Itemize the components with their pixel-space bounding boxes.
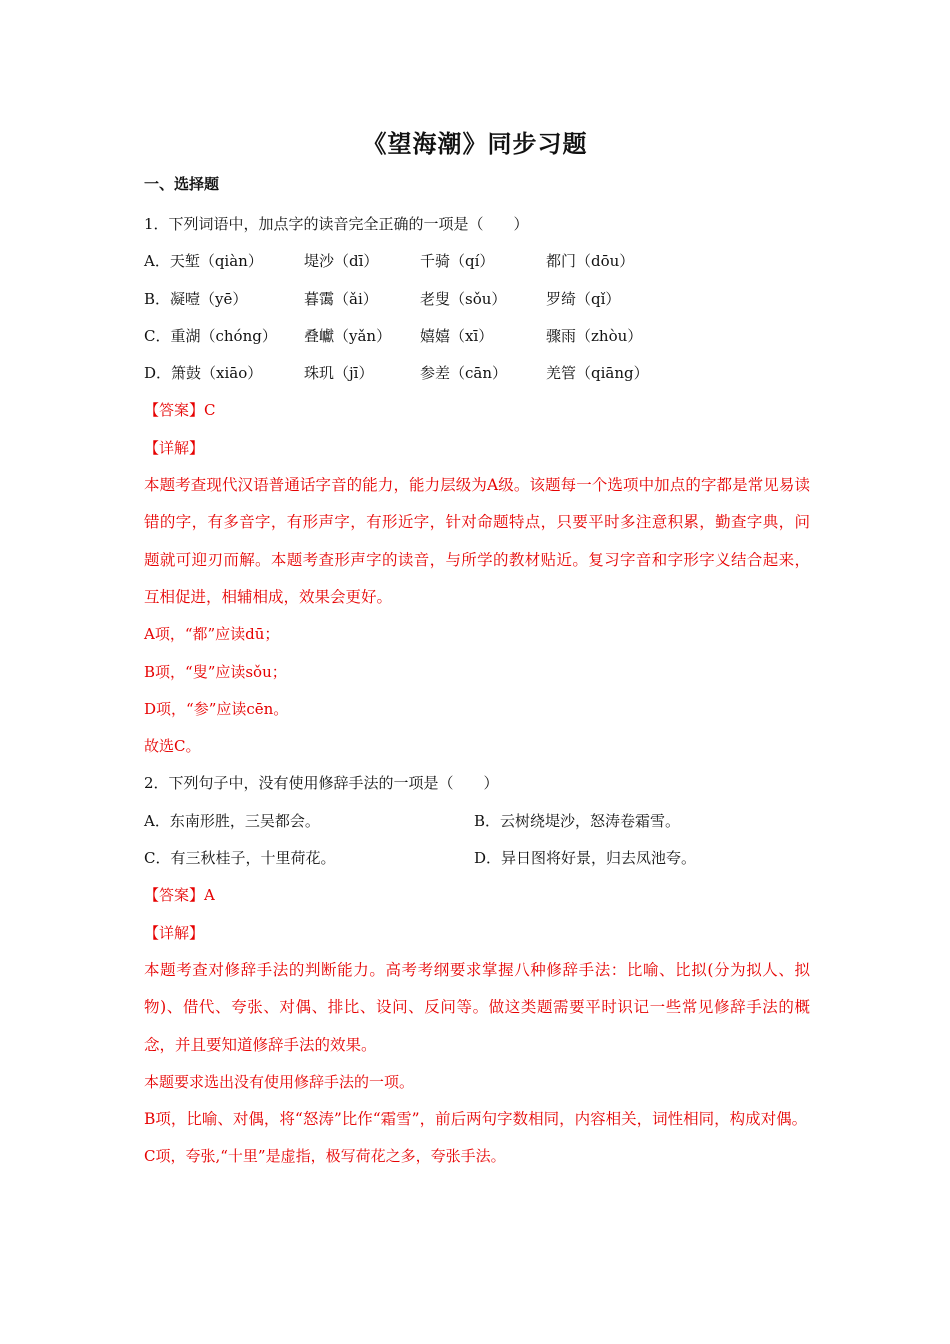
question-2-note-requirement: 本题要求选出没有使用修辞手法的一项。 <box>144 1072 415 1091</box>
question-2-options-row-2 <box>144 840 810 877</box>
option-item: A．天堑（qiàn） <box>144 252 263 271</box>
option-item: 千骑（qí） <box>420 252 495 271</box>
option-item: 嬉嬉（xī） <box>420 326 494 345</box>
option-item: 堤沙（dī） <box>304 252 379 271</box>
question-2-note-b: B项，比喻、对偶，将“怒涛”比作“霜雪”，前后两句字数相同，内容相关，词性相同，构成对偶。 <box>144 1110 808 1129</box>
question-1-detail-label: 【详解】 <box>144 438 205 457</box>
question-2-options-row-1 <box>144 803 810 840</box>
question-1-note-a: A项，“都”应读dū； <box>144 625 280 644</box>
question-1-option-b <box>144 281 810 318</box>
document-title: 《望海潮》同步习题 <box>362 129 588 158</box>
question-2-note-c: C项，夸张,“十里”是虚指，极写荷花之多，夸张手法。 <box>144 1147 506 1166</box>
option-item: 罗绮（qǐ） <box>546 289 621 308</box>
answer-value: C <box>204 401 216 420</box>
option-item: A．东南形胜，三吴都会。 <box>144 811 320 830</box>
question-1-conclusion: 故选C。 <box>144 737 201 756</box>
question-2-stem: 2．下列句子中，没有使用修辞手法的一项是（ ） <box>144 774 499 793</box>
option-item: D．异日图将好景，归去凤池夸。 <box>474 849 697 868</box>
option-item: C．重湖（chóng） <box>144 326 277 345</box>
answer-value: A <box>204 886 215 905</box>
option-item: 参差（cān） <box>420 364 508 383</box>
question-2-answer <box>144 877 810 914</box>
question-1-stem: 1．下列词语中，加点字的读音完全正确的一项是（ ） <box>144 215 529 233</box>
question-1-explanation: 本题考查现代汉语普通话字音的能力，能力层级为A级。该题每一个选项中加点的字都是常见易读错的字，有多音字，有形声字，有形近字，针对命题特点，只要平时多注意积累，勤查字典，问题就可迎刃而解。本题考查形声字的读音，与所学的教材贴近。复习字音和字形字义结合起来，互相促进，相辅相成，效果会更好。 <box>144 476 810 606</box>
question-1-note-d: D项，“参”应读cēn。 <box>144 699 289 718</box>
document-body <box>144 170 810 1176</box>
question-1-option-a <box>144 243 810 280</box>
question-1-note-b: B项，“叟”应读sǒu； <box>144 662 287 681</box>
option-item: 叠巘（yǎn） <box>304 326 392 345</box>
question-1-option-d <box>144 355 810 392</box>
answer-label: 【答案】 <box>144 886 205 905</box>
answer-label: 【答案】 <box>144 401 205 420</box>
option-item: B．云树绕堤沙，怒涛卷霜雪。 <box>474 811 681 830</box>
option-item: 珠玑（jī） <box>304 364 374 383</box>
option-item: 羌管（qiāng） <box>546 364 649 383</box>
question-1-option-c <box>144 318 810 355</box>
option-item: 暮霭（ǎi） <box>304 289 378 308</box>
question-2-detail-label: 【详解】 <box>144 923 205 942</box>
question-2-explanation: 本题考查对修辞手法的判断能力。高考考纲要求掌握八种修辞手法：比喻、比拟(分为拟人、拟物)、借代、夸张、对偶、排比、设问、反问等。做这类题需要平时识记一些常见修辞手法的概念，并且要知道修辞手法的效果。 <box>144 960 810 1054</box>
option-item: B．凝噎（yē） <box>144 289 248 308</box>
option-item: 老叟（sǒu） <box>420 289 507 308</box>
option-item: C．有三秋桂子，十里荷花。 <box>144 849 336 868</box>
question-1-answer <box>144 392 810 429</box>
option-item: D．箫鼓（xiāo） <box>144 364 263 383</box>
section-heading: 一、选择题 <box>144 175 220 193</box>
option-item: 都门（dōu） <box>546 252 635 271</box>
option-item: 骤雨（zhòu） <box>546 326 643 345</box>
